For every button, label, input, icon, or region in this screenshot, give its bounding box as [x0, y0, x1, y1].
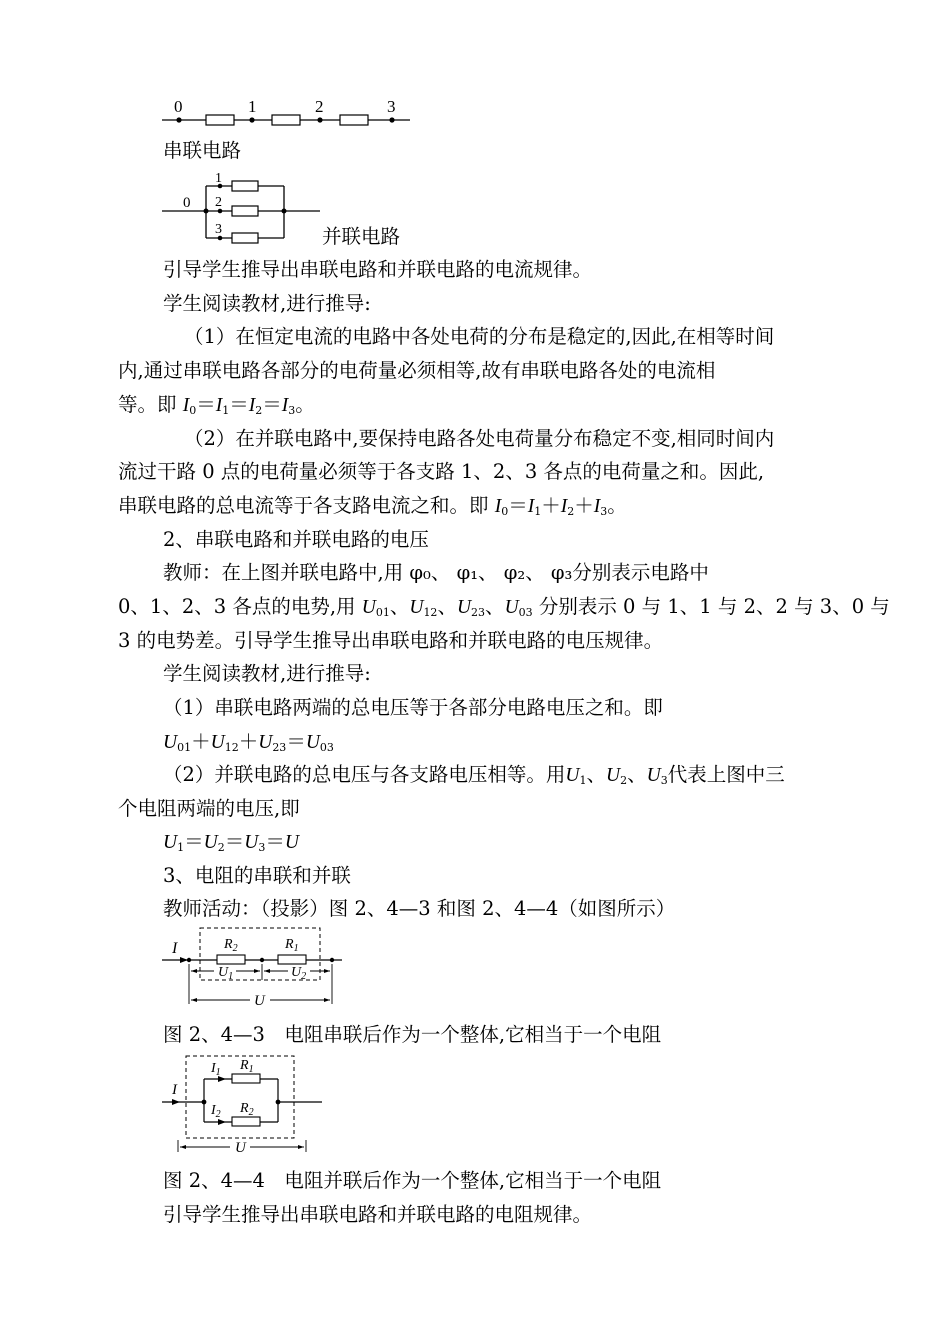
- node-label-0: 0: [174, 97, 183, 116]
- figure-series-resistors: [160, 924, 350, 1014]
- paragraph: 学生阅读教材,进行推导:: [163, 292, 371, 315]
- svg-text:I1: $I_1$: [211, 1061, 221, 1078]
- paragraph: 流过干路 0 点的电荷量必须等于各支路 1、2、3 各点的电荷量之和。因此,: [118, 460, 765, 483]
- parallel-branch-2: 2: [215, 195, 222, 210]
- parallel-branch-3: 3: [215, 222, 222, 237]
- paragraph: 教师活动：（投影）图 2、4—3 和图 2、4—4（如图所示）: [163, 897, 676, 920]
- paragraph-with-formula: （2）并联电路的总电压与各支路电压相等。用$U_1$、$U_2$、$U_3$代表上图中三: [163, 763, 785, 787]
- paragraph-with-formula: 等。即 $I_0=I_1=I_2=I_3$。: [118, 393, 315, 417]
- series-caption: 串联电路: [163, 139, 242, 162]
- node-label-3: 3: [387, 97, 396, 116]
- svg-text:R1: $R_1$: [285, 937, 299, 954]
- parallel-circuit-diagram: [160, 168, 325, 248]
- paragraph: 个电阻两端的电压,即: [118, 797, 300, 820]
- parallel-branch-1: 1: [215, 171, 222, 186]
- parallel-caption: 并联电路: [322, 225, 401, 248]
- figure-caption: 图 2、4—4 电阻并联后作为一个整体,它相当于一个电阻: [163, 1169, 662, 1192]
- parallel-node-0: 0: [183, 195, 191, 211]
- svg-text:R2: $R_2$: [240, 1101, 254, 1118]
- current-equation-series: $I_0=I_1=I_2=I_3$。: [182, 393, 315, 417]
- svg-text:I: I: [172, 1082, 177, 1098]
- svg-text:R2: $R_2$: [224, 937, 238, 954]
- current-equation-parallel: $I_0=I_1+I_2+I_3$。: [494, 494, 627, 518]
- figure-parallel-resistors: [160, 1052, 330, 1162]
- current-label: I: [172, 940, 178, 957]
- paragraph: （1）在恒定电流的电路中各处电荷的分布是稳定的,因此,在相等时间: [184, 325, 775, 348]
- section-heading: 2、串联电路和并联电路的电压: [163, 528, 429, 551]
- svg-text:U2: $U_2$: [291, 965, 307, 982]
- svg-text:I2: $I_2$: [211, 1103, 221, 1120]
- paragraph: 教师：在上图并联电路中,用 φ₀、 φ₁、 φ₂、 φ₃分别表示电路中: [163, 561, 709, 584]
- node-label-1: 1: [248, 97, 257, 116]
- series-circuit-diagram: [160, 96, 415, 136]
- paragraph-with-formula: 串联电路的总电流等于各支路电流之和。即 $I_0=I_1+I_2+I_3$。: [118, 494, 627, 518]
- figure-caption: 图 2、4—3 电阻串联后作为一个整体,它相当于一个电阻: [163, 1023, 662, 1046]
- voltage-equation-parallel: $U_1=U_2=U_3=U$: [163, 830, 299, 854]
- paragraph: （2）在并联电路中,要保持电路各处电荷量分布稳定不变,相同时间内: [184, 427, 775, 450]
- paragraph-with-formula: 0、1、2、3 各点的电势,用 $U_{01}$、$U_{12}$、$U_{23}$、$U_{03}$ 分别表示 0 与 1、1 与 2、2 与 3、0 与: [118, 595, 890, 619]
- svg-text:U1: $U_1$: [218, 965, 234, 982]
- paragraph: 引导学生推导出串联电路和并联电路的电流规律。: [163, 258, 593, 281]
- paragraph: （1）串联电路两端的总电压等于各部分电路电压之和。即: [163, 696, 663, 719]
- svg-text:U: U: [254, 993, 265, 1009]
- paragraph: 学生阅读教材,进行推导:: [163, 662, 371, 685]
- voltage-equation-series: $U_{01}+U_{12}+U_{23}=U_{03}$: [163, 730, 334, 754]
- node-label-2: 2: [315, 97, 324, 116]
- section-heading: 3、电阻的串联和并联: [163, 864, 351, 887]
- paragraph: 引导学生推导出串联电路和并联电路的电阻规律。: [163, 1203, 593, 1226]
- svg-text:U: U: [235, 1140, 246, 1156]
- svg-text:R1: $R_1$: [240, 1058, 254, 1075]
- paragraph: 内,通过串联电路各部分的电荷量必须相等,故有串联电路各处的电流相: [118, 359, 716, 382]
- paragraph: 3 的电势差。引导学生推导出串联电路和并联电路的电压规律。: [118, 629, 664, 652]
